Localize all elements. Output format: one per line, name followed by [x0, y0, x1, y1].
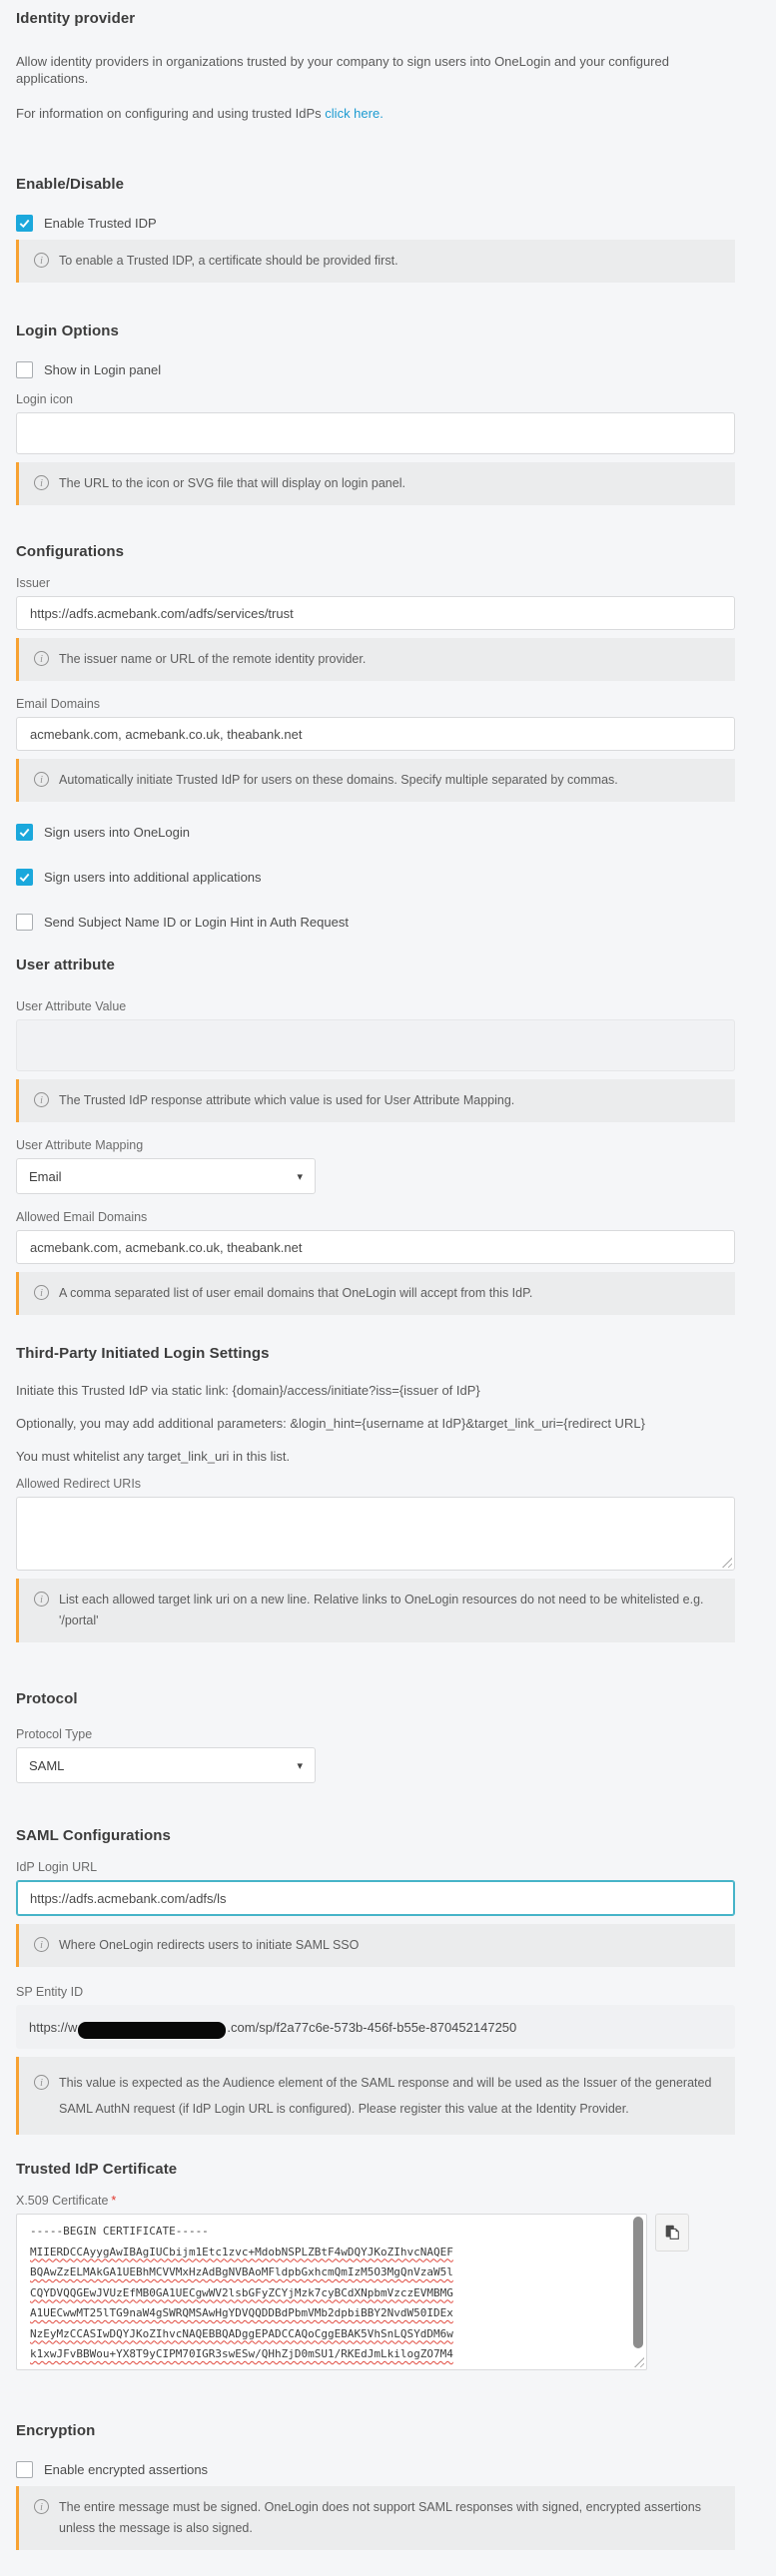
intro-paragraph: Allow identity providers in organizations trusted by your company to sign users into OneLogin and your configured applications. [16, 54, 669, 86]
third-party-line-2: Optionally, you may add additional parameters: &login_hint={username at IdP}&target_link_uri={redirect URL} [16, 1416, 645, 1431]
select-value: SAML [29, 1757, 65, 1773]
info-icon: i [34, 651, 49, 666]
allowed-email-domains-input[interactable] [16, 1230, 735, 1264]
info-icon: i [34, 253, 49, 268]
info-box-encryption [16, 2486, 735, 2550]
info-text: The entire message must be signed. OneLogin does not support SAML responses with signed, encrypted assertions unless the message is also signed. [59, 2500, 701, 2535]
info-box-issuer [16, 638, 735, 681]
info-box-idp-login-url [16, 1924, 735, 1967]
resize-grip-icon[interactable] [634, 2357, 644, 2367]
intro-paragraph-2 [16, 105, 735, 122]
show-in-login-panel-checkbox-row[interactable] [16, 361, 735, 378]
info-text: A comma separated list of user email domains that OneLogin will accept from this IdP. [59, 1286, 533, 1300]
x509-certificate-textarea[interactable] [16, 2214, 647, 2370]
protocol-type-select[interactable] [16, 1747, 316, 1783]
section-heading-third-party: Third-Party Initiated Login Settings [16, 1345, 270, 1362]
checkbox-label: Sign users into additional applications [44, 870, 262, 885]
login-icon-label: Login icon [16, 392, 73, 406]
enable-trusted-idp-checkbox-row[interactable] [16, 215, 735, 232]
issuer-label: Issuer [16, 576, 51, 590]
copy-button[interactable] [655, 2214, 689, 2252]
section-heading-certificate: Trusted IdP Certificate [16, 2161, 178, 2178]
user-attribute-mapping-label: User Attribute Mapping [16, 1138, 144, 1152]
info-icon: i [34, 2499, 49, 2514]
checkbox-label: Send Subject Name ID or Login Hint in Auth Request [44, 915, 349, 930]
info-icon: i [34, 1285, 49, 1300]
info-text: List each allowed target link uri on a new line. Relative links to OneLogin resources do not need to be whitelisted e.g. '/portal' [59, 1593, 704, 1627]
info-text: The issuer name or URL of the remote identity provider. [59, 652, 367, 666]
checkbox-label: Sign users into OneLogin [44, 825, 190, 840]
info-box-email-domains [16, 759, 735, 802]
certificate-line: NzEyMzCCASIwDQYJKoZIhvcNAQEBBQADggEPADCCAQoCggEBAK5VhSnLQSYdDM6w [30, 2326, 453, 2340]
scrollbar-thumb[interactable] [633, 2217, 643, 2348]
sp-entity-id-label: SP Entity ID [16, 1985, 84, 1999]
login-icon-input[interactable] [16, 412, 735, 454]
enable-encrypted-assertions-checkbox-row[interactable] [16, 2461, 735, 2478]
info-icon: i [34, 772, 49, 787]
section-heading-saml: SAML Configurations [16, 1827, 171, 1844]
x509-certificate-label [16, 2194, 735, 2208]
required-asterisk: * [111, 2194, 117, 2208]
checkbox-unchecked-icon[interactable] [16, 2461, 33, 2478]
user-attribute-value-input [16, 1019, 735, 1071]
info-icon: i [34, 475, 49, 490]
info-icon: i [34, 2075, 49, 2090]
allowed-email-domains-label: Allowed Email Domains [16, 1210, 148, 1224]
click-here-link[interactable]: click here. [325, 106, 384, 121]
allowed-email-domains-value: acmebank.com, acmebank.co.uk, theabank.net [30, 1239, 303, 1255]
info-box-login-icon [16, 462, 735, 505]
sign-users-into-onelogin-checkbox-row[interactable] [16, 824, 735, 841]
issuer-input[interactable] [16, 596, 735, 630]
sp-entity-suffix: .com/sp/f2a77c6e-573b-456f-b55e-870452147250 [227, 2019, 517, 2035]
certificate-line: CQYDVQQGEwJVUzEfMB0GA1UECgwWV2lsbGFyZCYjMzk7cyBCdXNpbmVzczEVMBMG [30, 2285, 453, 2299]
sp-entity-prefix: https://w [29, 2019, 78, 2035]
checkbox-unchecked-icon[interactable] [16, 361, 33, 378]
info-box-redirect-uris [16, 1579, 735, 1642]
checkbox-checked-icon[interactable] [16, 869, 33, 886]
third-party-line-1: Initiate this Trusted IdP via static link: {domain}/access/initiate?iss={issuer of IdP} [16, 1383, 480, 1398]
sign-users-additional-apps-checkbox-row[interactable] [16, 869, 735, 886]
certificate-line: MIIERDCCAyygAwIBAgIUCbijm1Etc1zvc+MdobNSPLZBtF4wDQYJKoZIhvcNAQEF [30, 2245, 453, 2258]
certificate-line: -----BEGIN CERTIFICATE----- [30, 2225, 209, 2238]
section-heading-configurations: Configurations [16, 543, 125, 560]
intro-link-prefix: For information on configuring and using trusted IdPs [16, 106, 326, 121]
idp-login-url-input[interactable] [16, 1880, 735, 1916]
checkbox-label: Show in Login panel [44, 362, 162, 377]
protocol-type-label: Protocol Type [16, 1727, 93, 1741]
x509-label-text: X.509 Certificate [16, 2194, 109, 2208]
info-icon: i [34, 1592, 49, 1607]
certificate-line: k1xwJFvBBWou+YX8T9yCIPM70IGR3swESw/QHhZjD0mSU1/RKEdJmLkilogZO7M4 [30, 2347, 453, 2360]
email-domains-label: Email Domains [16, 697, 101, 711]
section-heading-enable-disable: Enable/Disable [16, 176, 125, 193]
certificate-line: BQAwZzELMAkGA1UEBhMCVVMxHzAdBgNVBAoMFldpbGxhcmQmIzM5O3MgQnVzaW5l [30, 2265, 453, 2278]
section-heading-user-attribute: User attribute [16, 957, 115, 973]
issuer-value: https://adfs.acmebank.com/adfs/services/trust [30, 605, 294, 621]
send-subject-nameid-checkbox-row[interactable] [16, 914, 735, 931]
certificate-line: A1UECwwMT25lTG9naW4gSWRQMSAwHgYDVQQDDBdPbmVMb2dpbiBBY2NvdW50IDEx [30, 2306, 453, 2319]
info-text: Automatically initiate Trusted IdP for users on these domains. Specify multiple separated by commas. [59, 773, 618, 787]
section-heading-encryption: Encryption [16, 2422, 96, 2439]
idp-login-url-value: https://adfs.acmebank.com/adfs/ls [30, 1890, 227, 1906]
checkbox-checked-icon[interactable] [16, 824, 33, 841]
copy-icon [663, 2224, 681, 2242]
redaction-mask [78, 2022, 226, 2039]
third-party-line-3: You must whitelist any target_link_uri in this list. [16, 1449, 291, 1464]
info-text: The Trusted IdP response attribute which value is used for User Attribute Mapping. [59, 1093, 515, 1107]
info-text: Where OneLogin redirects users to initiate SAML SSO [59, 1938, 360, 1952]
select-value: Email [29, 1168, 62, 1184]
info-icon: i [34, 1937, 49, 1952]
info-icon: i [34, 1092, 49, 1107]
resize-grip-icon[interactable] [722, 1558, 732, 1568]
chevron-down-icon: ▾ [297, 1759, 303, 1772]
checkbox-checked-icon[interactable] [16, 215, 33, 232]
info-box-allowed-email-domains [16, 1272, 735, 1315]
sp-entity-id-field [16, 2005, 735, 2049]
section-heading-login-options: Login Options [16, 322, 119, 339]
page-title: Identity provider [16, 10, 136, 27]
allowed-redirect-uris-textarea[interactable] [16, 1497, 735, 1571]
checkbox-unchecked-icon[interactable] [16, 914, 33, 931]
idp-login-url-label: IdP Login URL [16, 1860, 98, 1874]
email-domains-input[interactable] [16, 717, 735, 751]
info-text: This value is expected as the Audience element of the SAML response and will be used as the Issuer of the generated SAML AuthN request (if IdP Login URL is configured). Please register this value at the Identity Provider. [59, 2076, 712, 2116]
chevron-down-icon: ▾ [297, 1170, 303, 1183]
info-text: To enable a Trusted IDP, a certificate should be provided first. [59, 254, 398, 268]
user-attribute-mapping-select[interactable] [16, 1158, 316, 1194]
section-heading-protocol: Protocol [16, 1690, 78, 1707]
user-attribute-value-label: User Attribute Value [16, 999, 127, 1013]
email-domains-value: acmebank.com, acmebank.co.uk, theabank.net [30, 726, 303, 742]
info-box-sp-entity [16, 2057, 735, 2135]
info-box-user-attribute-value [16, 1079, 735, 1122]
allowed-redirect-uris-label: Allowed Redirect URIs [16, 1477, 142, 1491]
info-text: The URL to the icon or SVG file that will display on login panel. [59, 476, 405, 490]
checkbox-label: Enable Trusted IDP [44, 216, 157, 231]
checkbox-label: Enable encrypted assertions [44, 2462, 209, 2477]
info-box-enable [16, 240, 735, 283]
